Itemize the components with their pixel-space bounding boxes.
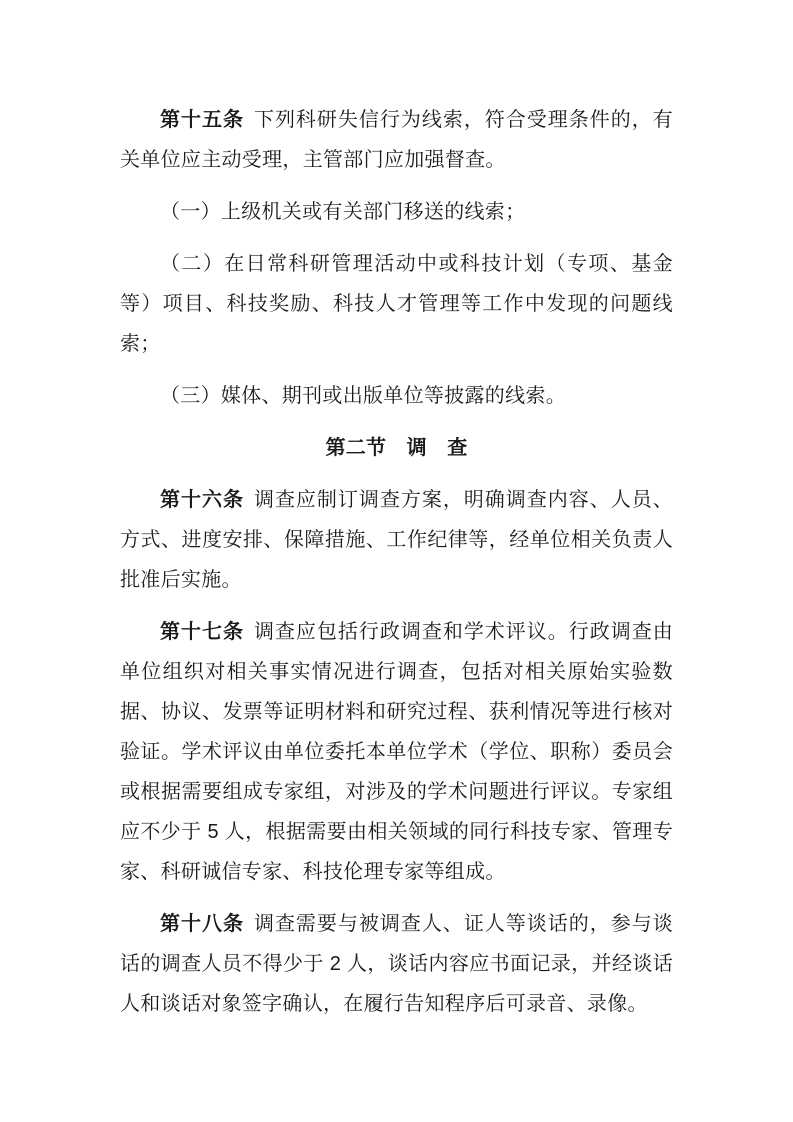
article-16-number: 第十六条 [160, 489, 244, 511]
article-15-paragraph [120, 100, 673, 180]
clause-item-1-text: （一）上级机关或有关部门移送的线索； [160, 201, 526, 223]
article-17-text: 调查应包括行政调查和学术评议。行政调查由单位组织对相关事实情况进行调查，包括对相关原始实验数据、协议、发票等证明材料和研究过程、获利情况等进行核对验证。学术评议由单位委托本单位学术（学位、职称）委员会或根据需要组成专家组，对涉及的学术问题进行评议。专家组应不少于 5 人，根据需要由相关领域的同行科技专家、管理专家、科研诚信专家、科技伦理专家等组成。 [120, 621, 674, 883]
article-17-paragraph [120, 612, 673, 892]
article-15-text: 下列科研失信行为线索，符合受理条件的，有关单位应主动受理，主管部门应加强督查。 [120, 109, 674, 171]
article-16-text: 调查应制订调查方案，明确调查内容、人员、方式、进度安排、保障措施、工作纪律等，经单位相关负责人批准后实施。 [120, 489, 674, 591]
article-18-paragraph [120, 904, 673, 1024]
clause-item-1 [120, 192, 673, 232]
clause-item-3-text: （三）媒体、期刊或出版单位等披露的线索。 [160, 385, 566, 407]
article-16-paragraph [120, 480, 673, 600]
article-18-number: 第十八条 [160, 913, 244, 935]
article-18-text: 调查需要与被调查人、证人等谈话的，参与谈话的调查人员不得少于 2 人，谈话内容应书面记录，并经谈话人和谈话对象签字确认，在履行告知程序后可录音、录像。 [120, 913, 674, 1015]
clause-item-3 [120, 376, 673, 416]
clause-item-2 [120, 244, 673, 364]
article-17-number: 第十七条 [160, 621, 244, 643]
article-15-number: 第十五条 [160, 109, 244, 131]
clause-item-2-text: （二）在日常科研管理活动中或科技计划（专项、基金等）项目、科技奖励、科技人才管理等工作中发现的问题线索； [120, 253, 673, 355]
section-2-heading: 第二节 调 查 [325, 437, 468, 459]
